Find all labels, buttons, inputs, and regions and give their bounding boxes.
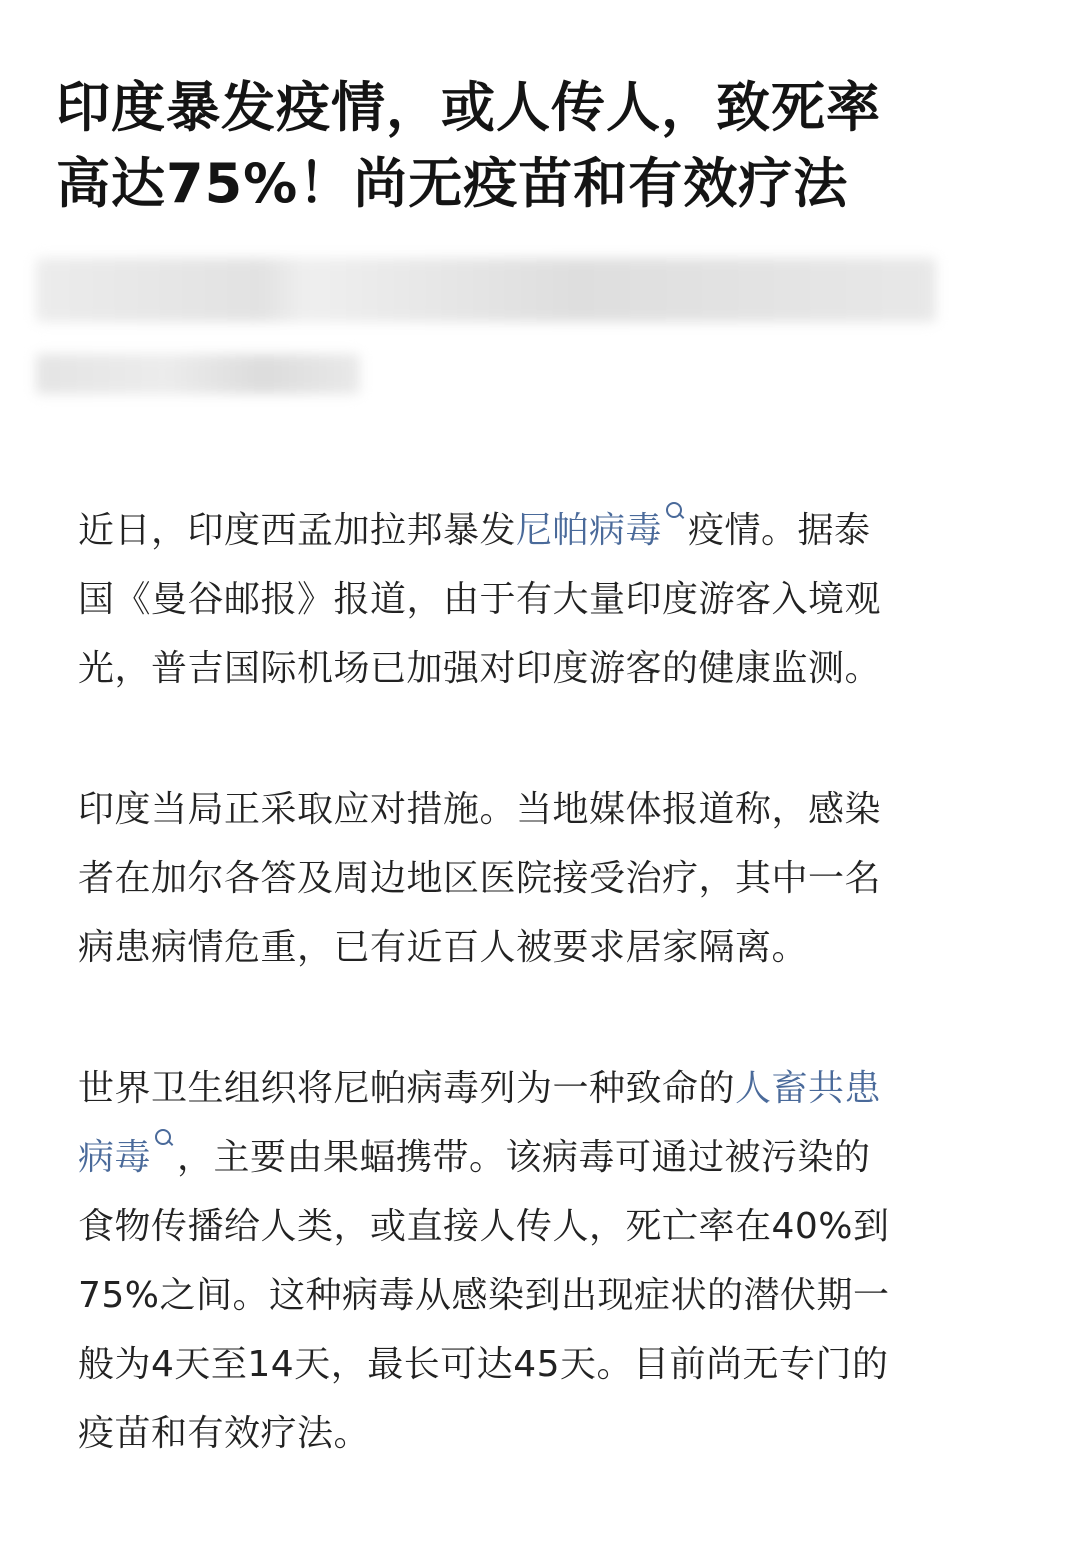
search-icon[interactable] — [153, 1125, 175, 1155]
paragraph-3-line-4: 75%之间。这种病毒从感染到出现症状的潜伏期一 — [78, 1275, 890, 1316]
article-title — [56, 70, 1036, 222]
blurred-author-info — [36, 258, 936, 322]
paragraph-1-line-1: 近日，印度西孟加拉邦暴发尼帕病毒 疫情。据泰 — [78, 496, 1018, 565]
article-body — [78, 496, 1018, 1540]
link-nipah-virus[interactable]: 尼帕病毒 — [516, 510, 663, 551]
paragraph-2-line-1: 印度当局正采取应对措施。当地媒体报道称，感染 — [78, 789, 882, 830]
paragraph-3-line-1: 世界卫生组织将尼帕病毒列为一种致命的人畜共患 — [78, 1068, 882, 1109]
blurred-publish-info — [36, 354, 360, 394]
paragraph-2-line-2: 者在加尔各答及周边地区医院接受治疗，其中一名 — [78, 858, 882, 899]
paragraph-1-line-3: 光，普吉国际机场已加强对印度游客的健康监测。 — [78, 648, 882, 689]
search-icon[interactable] — [664, 498, 686, 528]
paragraph-2 — [78, 775, 1018, 982]
title-line-1: 印度暴发疫情，或人传人，致死率 — [56, 76, 881, 139]
link-zoonotic-virus[interactable]: 人畜共患 — [735, 1068, 882, 1109]
title-line-2: 高达75%！尚无疫苗和有效疗法 — [56, 152, 849, 215]
paragraph-3 — [78, 1054, 1018, 1468]
link-zoonotic-virus-cont[interactable]: 病毒 — [78, 1137, 152, 1178]
paragraph-3-line-6: 疫苗和有效疗法。 — [78, 1413, 371, 1454]
paragraph-3-line-3: 食物传播给人类，或直接人传人，死亡率在40%到 — [78, 1206, 890, 1247]
paragraph-1-line-2: 国《曼谷邮报》报道，由于有大量印度游客入境观 — [78, 579, 882, 620]
paragraph-3-line-5: 般为4天至14天，最长可达45天。目前尚无专门的 — [78, 1344, 889, 1385]
paragraph-3-line-2: 病毒 ，主要由果蝠携带。该病毒可通过被污染的 — [78, 1123, 1018, 1192]
paragraph-2-line-3: 病患病情危重，已有近百人被要求居家隔离。 — [78, 927, 809, 968]
paragraph-1 — [78, 496, 1018, 703]
